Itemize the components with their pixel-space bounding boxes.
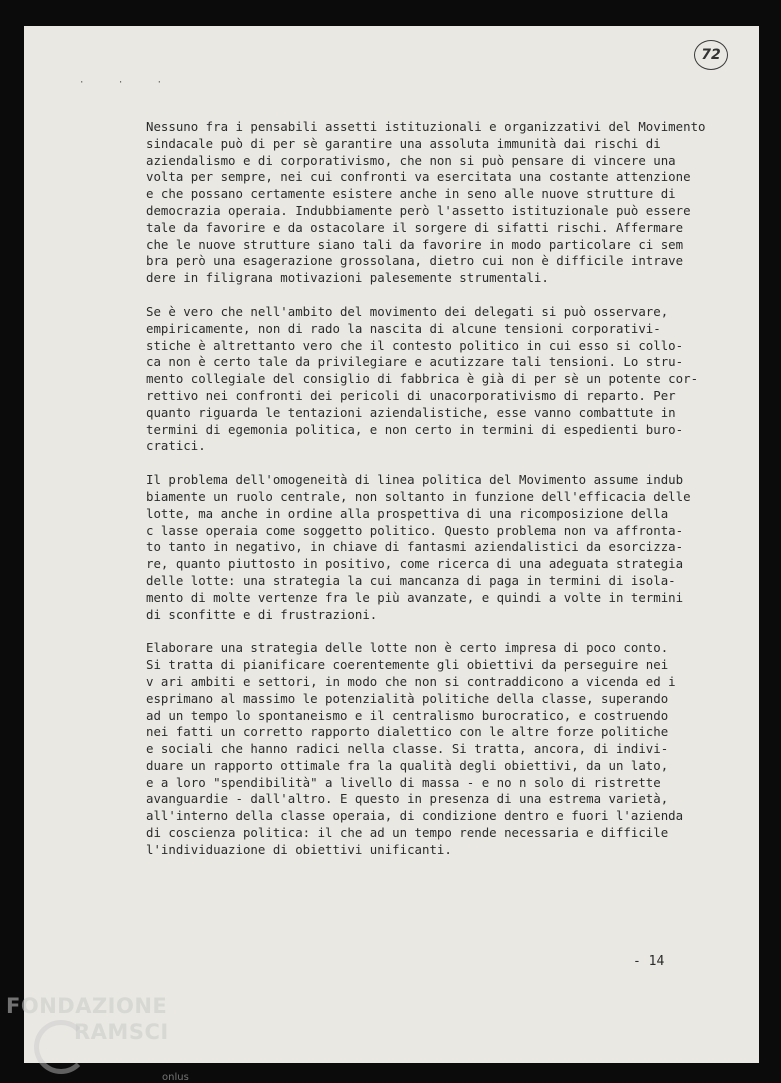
text-line: ad un tempo lo spontaneismo e il centralismo burocratico, e costruendo [146,707,669,723]
text-line: e sociali che hanno radici nella classe. Si tratta, ancora, di indivi- [146,741,669,757]
text-line: dere in filigrana motivazioni palesemente strumentali. [146,270,549,286]
watermark-line-1: FONDAZIONE [6,994,168,1018]
text-line: democrazia operaia. Indubbiamente però l'assetto istituzionale può essere [146,202,691,218]
watermark-row-2 [6,1020,189,1083]
text-line: biamente un ruolo centrale, non soltanto in funzione dell'efficacia delle [146,488,691,504]
text-line: Se è vero che nell'ambito del movimento dei delegati si può osservare, [146,303,669,319]
text-line: Il problema dell'omogeneità di linea politica del Movimento assume indub [146,472,684,488]
paragraph-3 [146,472,731,623]
archive-page-stamp: 72 [694,40,728,70]
typewritten-page [24,26,759,1063]
text-line: e che possano certamente esistere anche in seno alle nuove strutture di [146,186,676,202]
text-line: Nessuno fra i pensabili assetti istituzionali e organizzativi del Movimento [146,119,706,134]
text-line: bra però una esagerazione grossolana, dietro cui non è difficile intrave [146,253,684,269]
text-line: all'interno della classe operaia, di condizione dentro e fuori l'azienda [146,808,684,824]
margin-marks: · · · [79,78,177,88]
document-body [146,119,731,876]
text-line: rettivo nei confronti dei pericoli di unacorporativismo di reparto. Per [146,387,676,403]
text-line: Si tratta di pianificare coerentemente gli obiettivi da perseguire nei [146,657,669,673]
paragraph-4 [146,640,731,858]
text-line: di coscienza politica: il che ad un tempo rende necessaria e difficile [146,825,669,841]
text-line: esprimano al massimo le potenzialità politiche della classe, superando [146,690,669,706]
text-line: ca non è certo tale da privilegiare e acutizzare tali tensioni. Lo stru- [146,354,684,370]
text-line: di sconfitte e di frustrazioni. [146,606,378,622]
text-line: v ari ambiti e settori, in modo che non si contraddicono a vicenda ed i [146,673,676,689]
text-line: mento collegiale del consiglio di fabbrica è già di per sè un potente cor- [146,371,699,387]
text-line: e a loro "spendibilità" a livello di massa - e no n solo di ristrette [146,774,661,790]
page-number: - 14 [633,954,665,969]
text-line: empiricamente, non di rado la nascita di alcune tensioni corporativi- [146,320,661,336]
text-line: nei fatti un corretto rapporto dialettico con le altre forze politiche [146,724,669,740]
text-line: aziendalismo e di corporativismo, che non si può pensare di vincere una [146,152,676,168]
text-line: termini di egemonia politica, e non certo in termini di espedienti buro- [146,421,684,437]
text-line: lotte, ma anche in ordine alla prospettiva di una ricomposizione della [146,505,669,521]
text-line: c lasse operaia come soggetto politico. Questo problema non va affronta- [146,522,684,538]
text-line: stiche è altrettanto vero che il contesto politico in cui esso si collo- [146,337,684,353]
watermark-line-2: RAMSCI [74,1020,169,1044]
text-line: quanto riguarda le tentazioni aziendalistiche, esse vanno combattute in [146,404,676,420]
archive-watermark-logo [6,994,189,1083]
paragraph-1 [146,119,731,287]
text-line: re, quanto piuttosto in positivo, come ricerca di una adeguata strategia [146,556,684,572]
paragraph-2 [146,304,731,455]
text-line: Elaborare una strategia delle lotte non è certo impresa di poco conto. [146,640,669,656]
text-line: che le nuove strutture siano tali da favorire in modo particolare ci sem [146,236,684,252]
text-line: cratici. [146,438,206,454]
text-line: mento di molte vertenze fra le più avanzate, e quindi a volte in termini [146,589,684,605]
text-line: to tanto in negativo, in chiave di fantasmi aziendalistici da esorcizza- [146,539,684,555]
text-line: l'individuazione di obiettivi unificanti. [146,841,452,857]
watermark-line-3: onlus [162,1072,189,1083]
text-line: tale da favorire e da ostacolare il sorgere di sifatti rischi. Affermare [146,219,684,235]
text-line: delle lotte: una strategia la cui mancanza di paga in termini di isola- [146,572,676,588]
text-line: avanguardie - dall'altro. E questo in presenza di una estrema varietà, [146,791,669,807]
text-line: sindacale può di per sè garantire una assoluta immunità dai rischi di [146,135,661,151]
text-line: duare un rapporto ottimale fra la qualità degli obiettivi, da un lato, [146,757,669,773]
text-line: volta per sempre, nei cui confronti va esercitata una costante attenzione [146,169,691,185]
